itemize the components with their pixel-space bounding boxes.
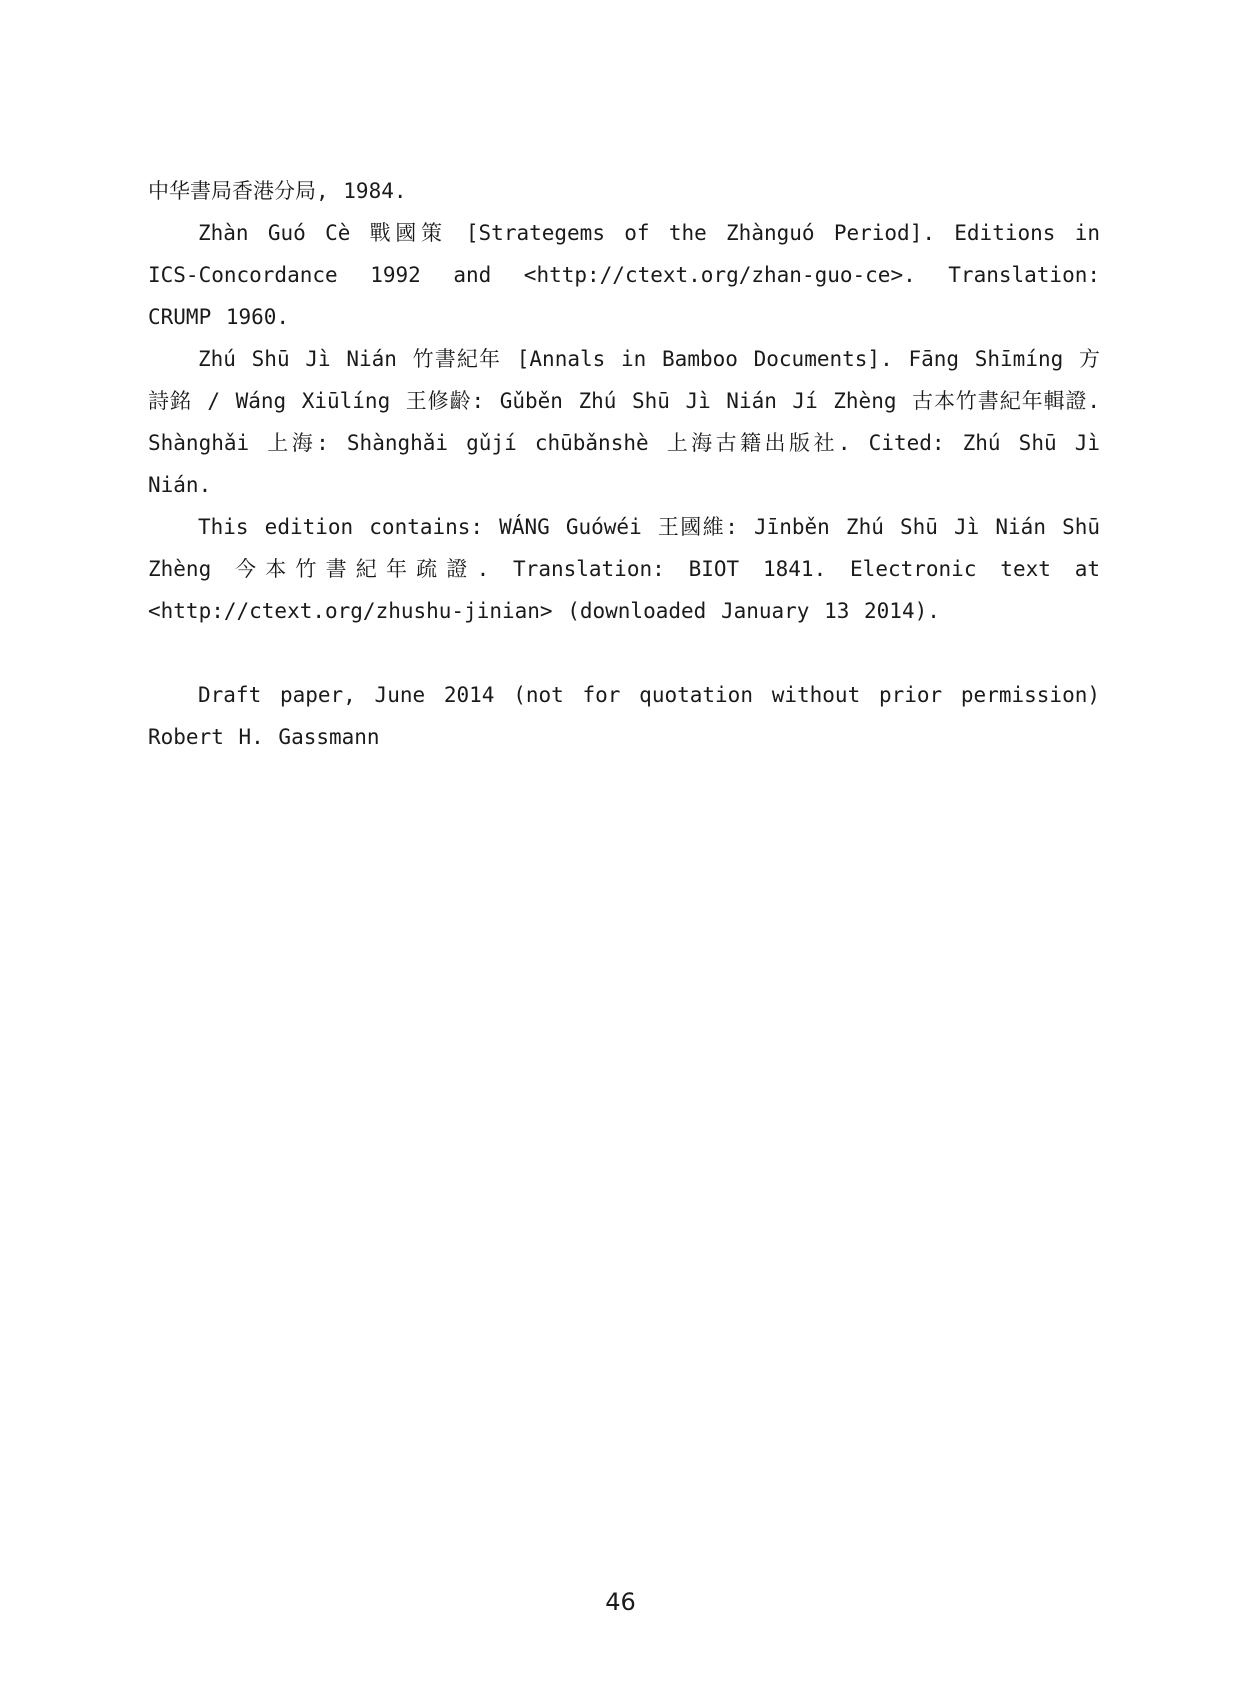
paragraph-spacer — [148, 632, 1100, 674]
page-body — [148, 170, 1100, 758]
draft-notice: Draft paper, June 2014 (not for quotation without prior permission) Robert H. Gassmann — [148, 683, 1100, 749]
reference-zhu-shu-ji-nian: Zhú Shū Jì Nián 竹書紀年 [Annals in Bamboo Documents]. Fāng Shīmíng 方詩銘 / Wáng Xiūlíng 王修齡: Gǔběn Zhú Shū Jì Nián Jí Zhèng 古本竹書紀年輯證. Shànghǎi 上海: Shànghǎi gǔjí chūbǎnshè 上海古籍出版社. Cited: Zhú Shū Jì Nián. — [148, 347, 1100, 497]
reference-edition-note: This edition contains: WÁNG Guówéi 王國維: Jīnběn Zhú Shū Jì Nián Shū Zhèng 今本竹書紀年疏證. Translation: BIOT 1841. Electronic text at <http://ctext.org/zhushu-jinian> (downloaded January 13 2014). — [148, 515, 1100, 623]
reference-continuation: 中华書局香港分局, 1984. — [148, 179, 407, 203]
page-number: 46 — [605, 1588, 636, 1616]
reference-zhan-guo-ce: Zhàn Guó Cè 戰國策 [Strategems of the Zhànguó Period]. Editions in ICS-Concordance 1992 and <http://ctext.org/zhan-guo-ce>. Translation: CRUMP 1960. — [148, 221, 1100, 329]
